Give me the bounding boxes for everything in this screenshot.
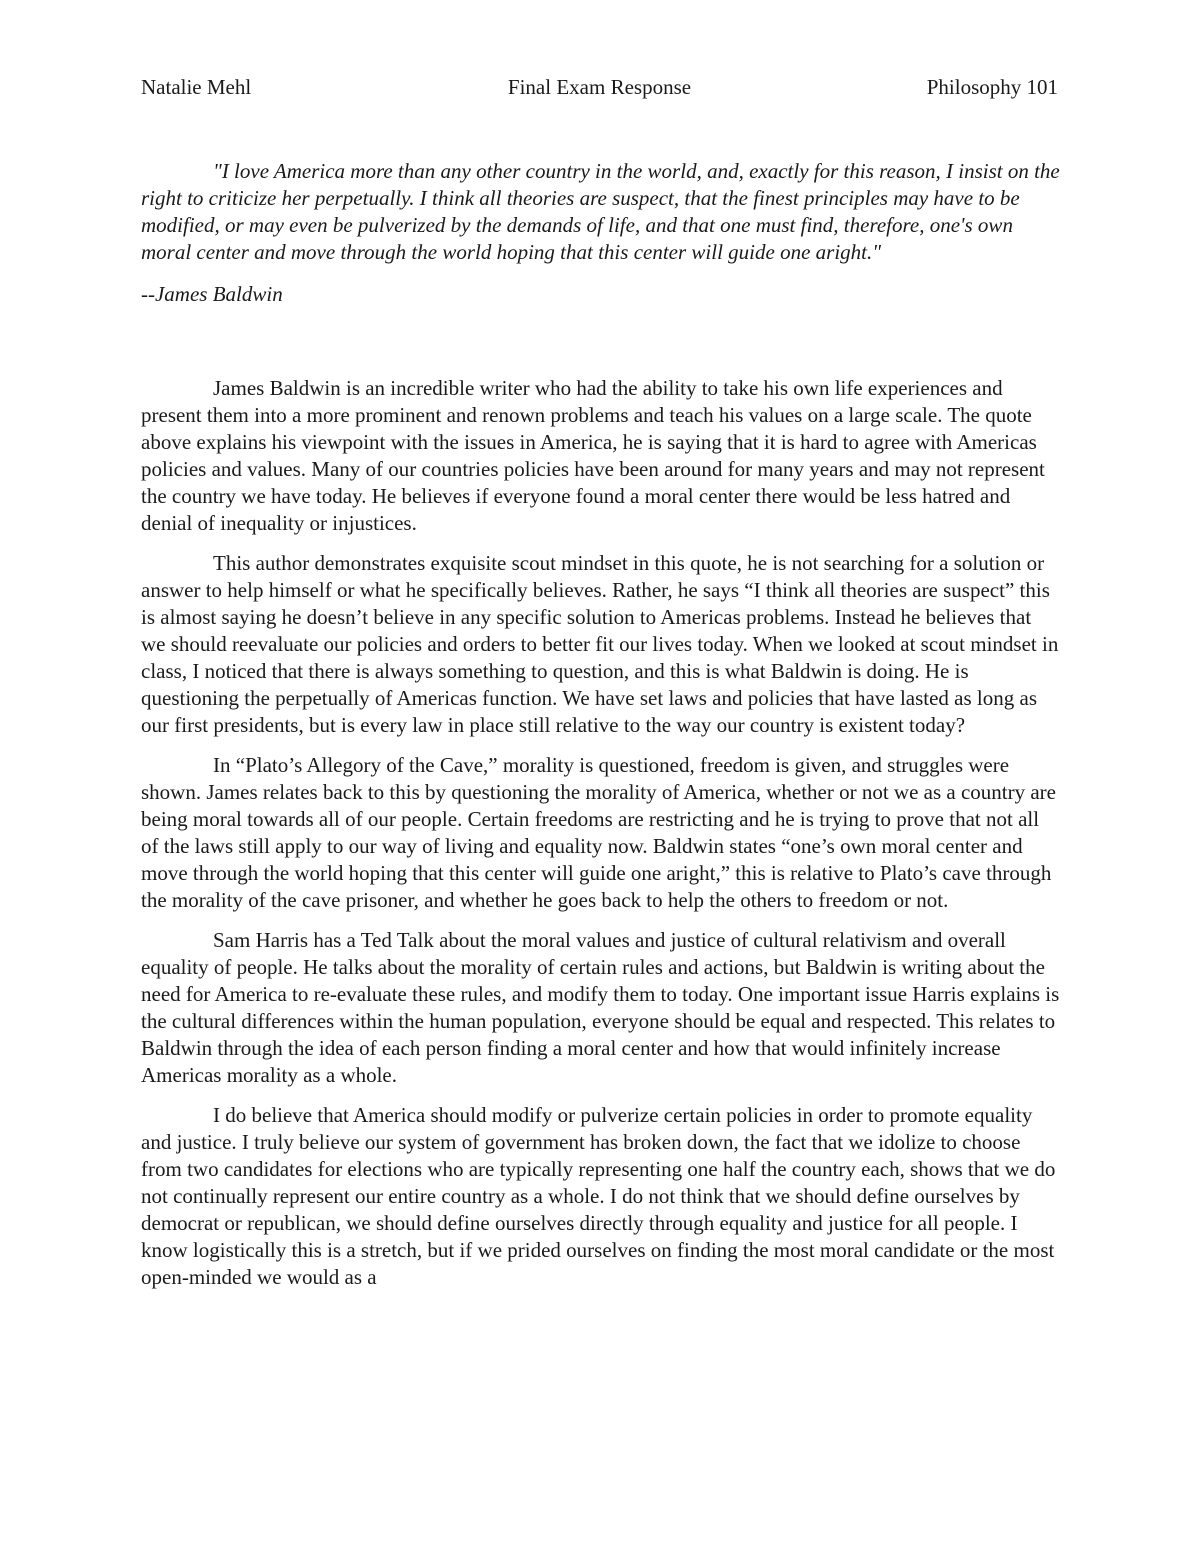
paragraph-1: James Baldwin is an incredible writer who had the ability to take his own life experiences and present them into a more prominent and renown problems and teach his values on a large scale. The quote above explains his viewpoint with the issues in America, he is saying that it is hard to agree with Americas policies and values. Many of our countries policies have been around for many years and may not represent the country we have today. He believes if everyone found a moral center there would be less hatred and denial of inequality or injustices. bbox=[141, 376, 1045, 535]
epigraph-quote: "I love America more than any other country in the world, and, exactly for this reason, I insist on the right to criticize her perpetually. I think all theories are suspect, that the finest principles may have to be modified, or may even be pulverized by the demands of life, and that one must find, therefore, one's own moral center and move through the world hoping that this center will guide one aright." bbox=[141, 159, 1060, 264]
page-header bbox=[141, 72, 1058, 102]
epigraph-attribution: --James Baldwin bbox=[141, 282, 283, 306]
header-course: Philosophy 101 bbox=[926, 75, 1058, 99]
header-author: Natalie Mehl bbox=[141, 75, 252, 99]
paragraph-2: This author demonstrates exquisite scout mindset in this quote, he is not searching for a solution or answer to help himself or what he specifically believes. Rather, he says “I think all theories are suspect” this is almost saying he doesn’t believe in any specific solution to Americas problems. Instead he believes that we should reevaluate our policies and orders to better fit our lives today. When we looked at scout mindset in class, I noticed that there is always something to question, and this is what Baldwin is doing. He is questioning the perpetually of Americas function. We have set laws and policies that have lasted as long as our first presidents, but is every law in place still relative to the way our country is existent today? bbox=[141, 551, 1059, 737]
paragraph-5: I do believe that America should modify or pulverize certain policies in order to promote equality and justice. I truly believe our system of government has broken down, the fact that we idolize to choose from two candidates for elections who are typically representing one half the country each, shows that we do not continually represent our entire country as a whole. I do not think that we should define ourselves by democrat or republican, we should define ourselves directly through equality and justice for all people. I know logistically this is a stretch, but if we prided ourselves on finding the most moral candidate or the most open-minded we would as a bbox=[141, 1103, 1056, 1289]
paragraph-4: Sam Harris has a Ted Talk about the moral values and justice of cultural relativism and overall equality of people. He talks about the morality of certain rules and actions, but Baldwin is writing about the need for America to re-evaluate these rules, and modify them to today. One important issue Harris explains is the cultural differences within the human population, everyone should be equal and respected. This relates to Baldwin through the idea of each person finding a moral center and how that would infinitely increase Americas morality as a whole. bbox=[141, 928, 1060, 1087]
header-title: Final Exam Response bbox=[507, 75, 692, 99]
document-body bbox=[141, 158, 1060, 1291]
paragraph-3: In “Plato’s Allegory of the Cave,” morality is questioned, freedom is given, and struggles were shown. James relates back to this by questioning the morality of America, whether or not we as a country are being moral towards all of our people. Certain freedoms are restricting and he is trying to prove that not all of the laws still apply to our way of living and equality now. Baldwin states “one’s own moral center and move through the world hoping that this center will guide one aright,” this is relative to Plato’s cave through the morality of the cave prisoner, and whether he goes back to help the others to freedom or not. bbox=[141, 753, 1056, 912]
